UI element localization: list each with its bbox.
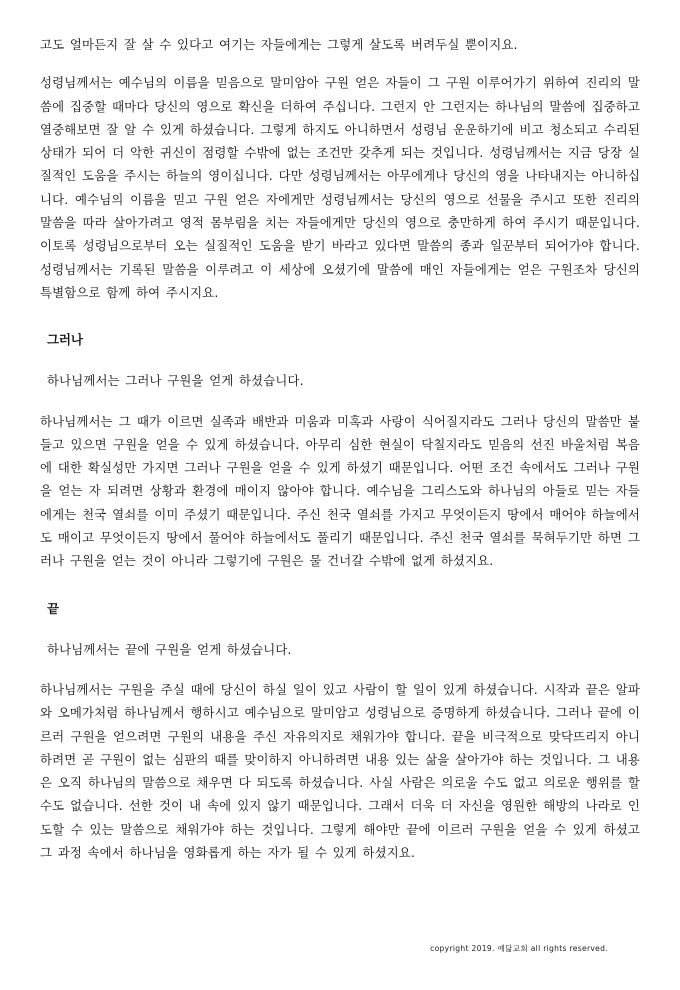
section-tagline-however: 하나님께서는 그러나 구원을 얻게 하셨습니다. [47,373,304,389]
document-page [40,33,640,864]
section-end [40,597,640,865]
section-heading-however: 그러나 [47,332,83,348]
section-tagline-end: 하나님께서는 끝에 구원을 얻게 하셨습니다. [47,641,292,657]
copyright-footer: copyright 2019. 예닮교회 all rights reserved. [430,944,608,953]
section-heading-end: 끝 [47,600,59,616]
section-however [40,328,640,572]
intro-paragraph-continued: 고도 얼마든지 잘 살 수 있다고 여기는 자들에게는 그렇게 살도록 버려두실 뿐이지요. [40,37,518,52]
section-paragraph-however: 하나님께서는 그 때가 이르면 실족과 배반과 미움과 미혹과 사랑이 식어질지라도 그러나 당신의 말씀만 붙들고 있으면 구원을 얻을 수 있게 하셨습니다. 아무리 심한 현실이 닥칠지라도 믿음의 선진 바울처럼 복음에 대한 확실성만 가지면 그러나 구원을 얻을 수 있게 하셨기 때문입니다. 어떤 조건 속에서도 그러나 구원을 얻는 자 되려면 상황과 환경에 매이지 않아야 합니다. 예수님을 그리스도와 하나님의 아들로 믿는 자들에게는 천국 열쇠를 이미 주셨기 때문입니다. 주신 천국 열쇠를 가지고 무엇이든지 땅에서 매어야 하늘에서도 매이고 무엇이든지 땅에서 풀어야 하늘에서도 풀리기 때문입니다. 주신 천국 열쇠를 묵혀두기만 하면 그러나 구원을 얻는 것이 아니라 그렇기에 구원은 물 건너갈 수밖에 없게 하셨지요. [40,413,640,569]
section-paragraph-end: 하나님께서는 구원을 주실 때에 당신이 하실 일이 있고 사람이 할 일이 있게 하셨습니다. 시작과 끝은 알파와 오메가처럼 하나님께서 행하시고 예수님으로 말미암고 성령님으로 증명하게 하셨습니다. 그러나 끝에 이르러 구원을 얻으려면 구원의 내용을 주신 자유의지로 채워가야 합니다. 끝을 비극적으로 맞닥뜨리지 아니하려면 곧 구원이 없는 심판의 때를 맞이하지 아니하려면 내용 있는 삶을 살아가야 하는 것입니다. 그 내용은 오직 하나님의 말씀으로 채우면 다 되도록 하셨습니다. 사실 사람은 의로울 수도 없고 의로운 행위를 할 수도 없습니다. 선한 것이 내 속에 있지 않기 때문입니다. 그래서 더욱 더 자신을 영원한 해방의 나라로 인도할 수 있는 말씀으로 채워가야 하는 것입니다. 그렇게 해야만 끝에 이르러 구원을 얻을 수 있게 하셨고 그 과정 속에서 하나님을 영화롭게 하는 자가 될 수 있게 하셨지요. [40,681,640,861]
intro-paragraph-holy-spirit: 성령님께서는 예수님의 이름을 믿음으로 말미암아 구원 얻은 자들이 그 구원 이루어가기 위하여 진리의 말씀에 집중할 때마다 당신의 영으로 확신을 더하여 주십니다. 그런지 안 그런지는 하나님의 말씀에 집중하고 열중해보면 잘 알 수 있게 하셨습니다. 그렇게 하지도 아니하면서 성령님 운운하기에 비고 청소되고 수리된 상태가 되어 더 악한 귀신이 점령할 수밖에 없는 조건만 갖추게 되는 것입니다. 성령님께서는 지금 당장 실질적인 도움을 주시는 하늘의 영이십니다. 다만 성령님께서는 아무에게나 당신의 영을 나타내지는 아니하십니다. 예수님의 이름을 믿고 구원 얻은 자에게만 성령님께서는 당신의 영으로 선물을 주시고 또한 진리의 말씀을 따라 살아가려고 영적 몸부림을 치는 자들에게만 당신의 영으로 충만하게 하여 주시기 때문입니다. 이토록 성령님으로부터 오는 실질적인 도움을 받기 바라고 있다면 말씀의 종과 일꾼부터 되어가야 합니다. 성령님께서는 기록된 말씀을 이루려고 이 세상에 오셨기에 말씀에 매인 자들에게는 얻은 구원조차 당신의 특별함으로 함께 하여 주시지요. [40,75,640,300]
